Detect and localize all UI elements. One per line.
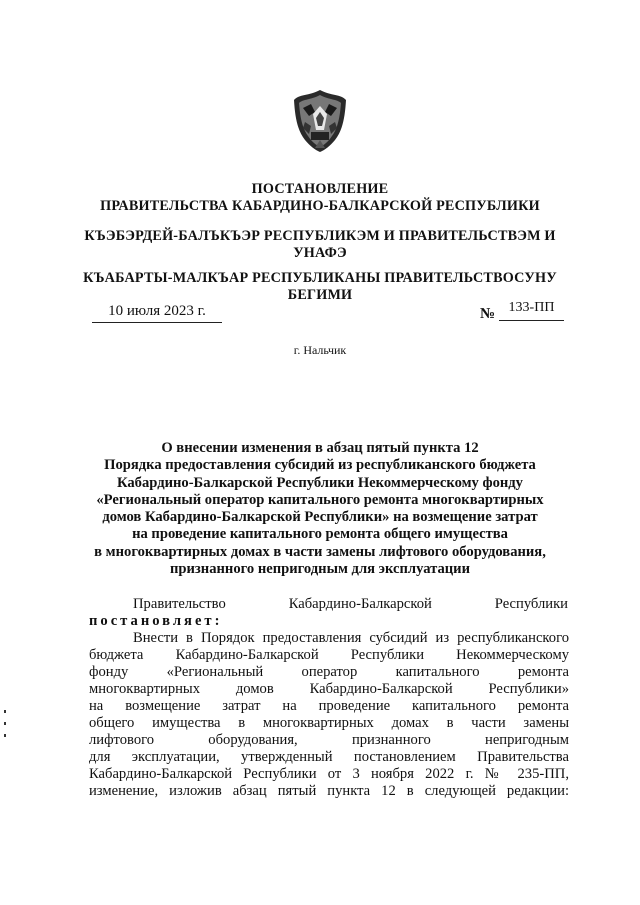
government-name-balkar-line1: КЪАБАРТЫ-МАЛКЪАР РЕСПУБЛИКАНЫ ПРАВИТЕЛЬСТВОСУНУ bbox=[83, 270, 557, 286]
title-line: признанного непригодным для эксплуатации bbox=[170, 561, 470, 578]
number-sign: № bbox=[480, 306, 496, 322]
government-name-russian: ПРАВИТЕЛЬСТВА КАБАРДИНО-БАЛКАРСКОЙ РЕСПУБЛИКИ bbox=[100, 198, 540, 214]
city-name: г. Нальчик bbox=[293, 343, 347, 357]
government-name-kabardian-line2: УНАФЭ bbox=[293, 245, 347, 261]
body-line: для эксплуатации, утвержденный постановлением Правительства bbox=[89, 749, 569, 765]
body-line: общего имущества в многоквартирных домах в части замены bbox=[89, 715, 569, 731]
scan-margin-mark bbox=[4, 710, 6, 738]
body-line-preamble: Правительство Кабардино-Балкарской Республики bbox=[133, 596, 568, 612]
document-title bbox=[70, 440, 570, 578]
title-line: Кабардино-Балкарской Республики Некоммерческому фонду bbox=[117, 474, 523, 491]
government-name-kabardian-line1: КЪЭБЭРДЕЙ-БАЛЪКЪЭР РЕСПУБЛИКЭМ И ПРАВИТЕЛЬСТВЭМ И bbox=[84, 228, 556, 244]
body-line: Кабардино-Балкарской Республики от 3 ноября 2022 г. № 235-ПП, bbox=[89, 766, 569, 782]
title-line: Порядка предоставления субсидий из республиканского бюджета bbox=[104, 457, 536, 474]
body-line-resolves: постановляет: bbox=[89, 613, 223, 629]
document-type-heading: ПОСТАНОВЛЕНИЕ bbox=[251, 181, 389, 197]
body-line: Внести в Порядок предоставления субсидий из республиканского bbox=[133, 630, 569, 646]
government-name-balkar-line2: БЕГИМИ bbox=[287, 287, 353, 303]
document-date: 10 июля 2023 г. bbox=[92, 303, 222, 323]
document-number: 133-ПП bbox=[499, 300, 564, 321]
title-line: домов Кабардино-Балкарской Республики» на возмещение затрат bbox=[102, 509, 538, 526]
body-line: на возмещение затрат на проведение капитального ремонта bbox=[89, 698, 569, 714]
body-line: многоквартирных домов Кабардино-Балкарской Республики» bbox=[89, 681, 569, 697]
body-line: фонду «Региональный оператор капитального ремонта bbox=[89, 664, 569, 680]
body-line: лифтового оборудования, признанного непригодным bbox=[89, 732, 569, 748]
title-line: в многоквартирных домах в части замены лифтового оборудования, bbox=[94, 543, 546, 560]
title-line: О внесении изменения в абзац пятый пункта 12 bbox=[161, 440, 479, 456]
body-line: изменение, изложив абзац пятый пункта 12 в следующей редакции: bbox=[89, 783, 569, 799]
body-line: бюджета Кабардино-Балкарской Республики Некоммерческому bbox=[89, 647, 569, 663]
title-line: «Региональный оператор капитального ремонта многоквартирных bbox=[96, 491, 544, 508]
coat-of-arms-emblem bbox=[291, 86, 349, 154]
title-line: на проведение капитального ремонта общего имущества bbox=[132, 526, 508, 543]
